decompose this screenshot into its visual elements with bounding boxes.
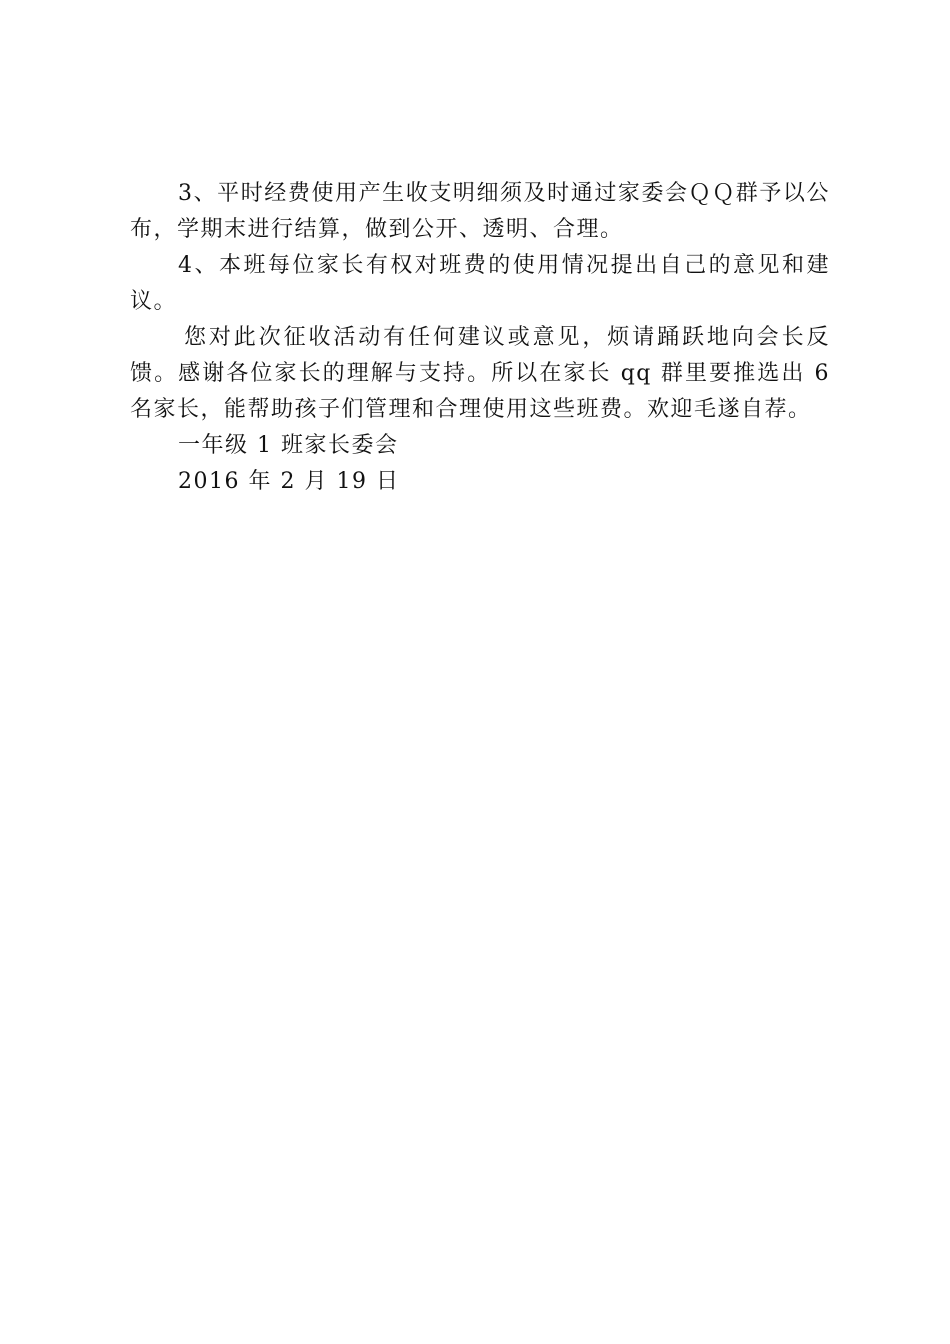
paragraph-feedback: 您对此次征收活动有任何建议或意见，烦请踊跃地向会长反馈。感谢各位家长的理解与支持。所以在家长 qq 群里要推选出 6 名家长，能帮助孩子们管理和合理使用这些班费。欢迎毛遂自荐。 bbox=[130, 325, 839, 422]
paragraph-item-4: 4、本班每位家长有权对班费的使用情况提出自己的意见和建议。 bbox=[130, 253, 830, 314]
paragraph-item-3: 3、平时经费使用产生收支明细须及时通过家委会ＱＱ群予以公布，学期末进行结算，做到公开、透明、合理。 bbox=[130, 181, 830, 242]
signature-committee: 一年级 1 班家长委会 bbox=[178, 433, 399, 458]
document-body bbox=[130, 176, 839, 500]
signature-date: 2016 年 2 月 19 日 bbox=[178, 469, 400, 494]
